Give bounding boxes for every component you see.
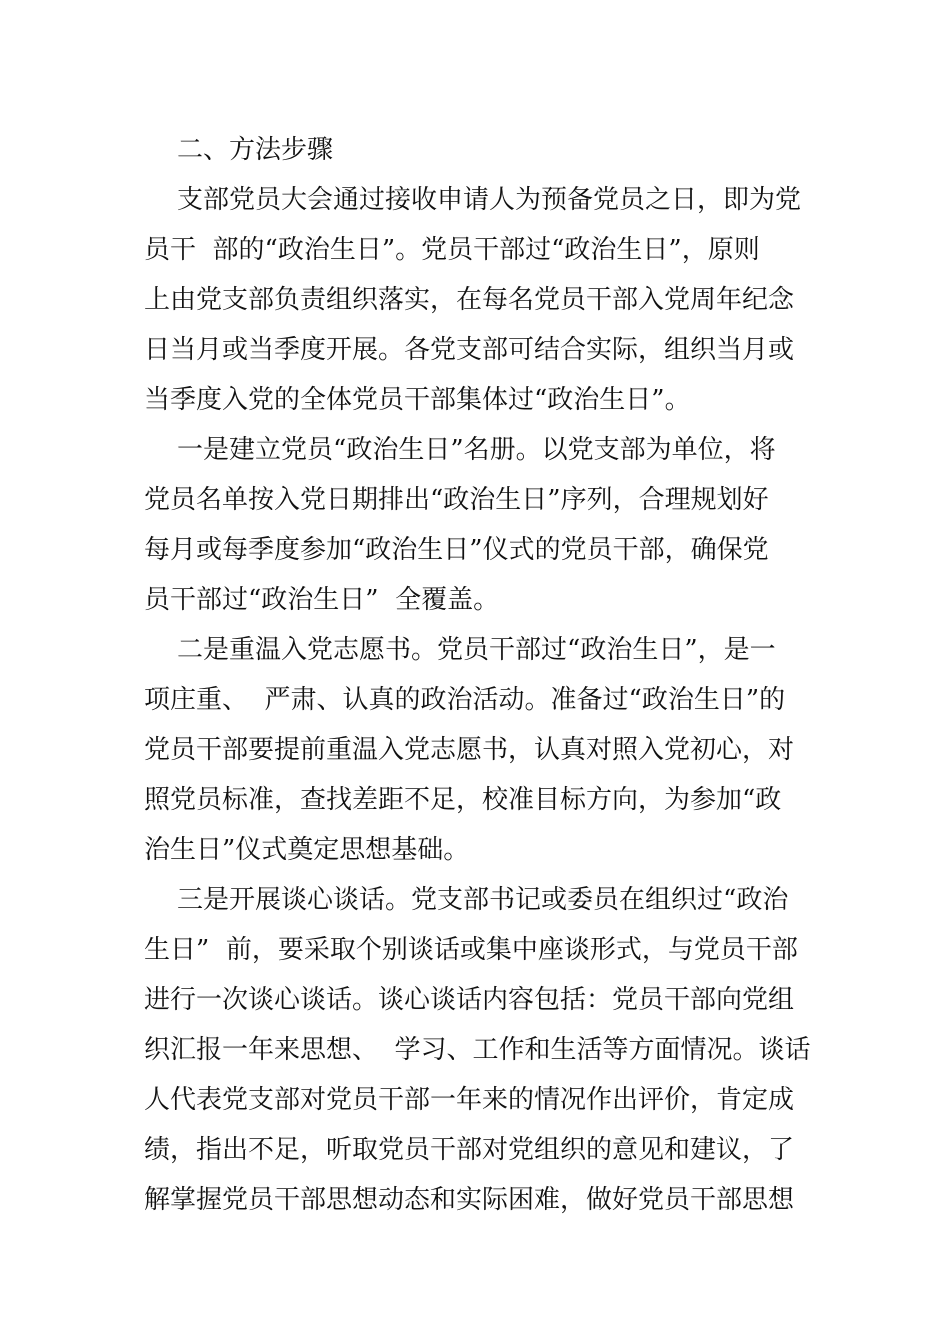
text-line: 二是重温入党志愿书。党员干部过“政治生日”，是一	[144, 635, 776, 665]
text-line: 解掌握党员干部思想动态和实际困难，做好党员干部思想	[144, 1185, 795, 1215]
text-line: 一是建立党员“政治生日”名册。以党支部为单位，将	[144, 435, 776, 465]
text-line: 织汇报一年来思想、 学习、工作和生活等方面情况。谈话	[144, 1035, 811, 1065]
text-line: 日当月或当季度开展。各党支部可结合实际，组织当月或	[144, 335, 795, 365]
text-line: 党员干部要提前重温入党志愿书，认真对照入党初心，对	[144, 735, 795, 765]
text-line: 照党员标准，查找差距不足，校准目标方向，为参加“政	[144, 785, 782, 815]
text-line: 当季度入党的全体党员干部集体过“政治生日”。	[144, 385, 691, 415]
text-line: 项庄重、 严肃、认真的政治活动。准备过“政治生日”的	[144, 685, 786, 715]
text-line: 员干部过“政治生日” 全覆盖。	[144, 585, 500, 615]
text-line: 党员名单按入党日期排出“政治生日”序列，合理规划好	[144, 485, 769, 515]
text-line: 每月或每季度参加“政治生日”仪式的党员干部，确保党	[144, 535, 769, 565]
text-line: 上由党支部负责组织落实，在每名党员干部入党周年纪念	[144, 285, 795, 315]
text-line: 进行一次谈心谈话。谈心谈话内容包括：党员干部向党组	[144, 985, 795, 1015]
section-heading: 二、方法步骤	[144, 135, 334, 165]
text-line: 治生日”仪式奠定思想基础。	[144, 835, 470, 865]
text-line: 支部党员大会通过接收申请人为预备党员之日，即为党	[144, 185, 802, 215]
text-line: 绩，指出不足，听取党员干部对党组织的意见和建议，了	[144, 1135, 795, 1165]
text-line: 生日” 前，要采取个别谈话或集中座谈形式，与党员干部	[144, 935, 798, 965]
text-line: 三是开展谈心谈话。党支部书记或委员在组织过“政治	[144, 885, 789, 915]
text-line: 员干 部的“政治生日”。党员干部过“政治生日”，原则	[144, 235, 760, 265]
text-line: 人代表党支部对党员干部一年来的情况作出评价，肯定成	[144, 1085, 795, 1115]
